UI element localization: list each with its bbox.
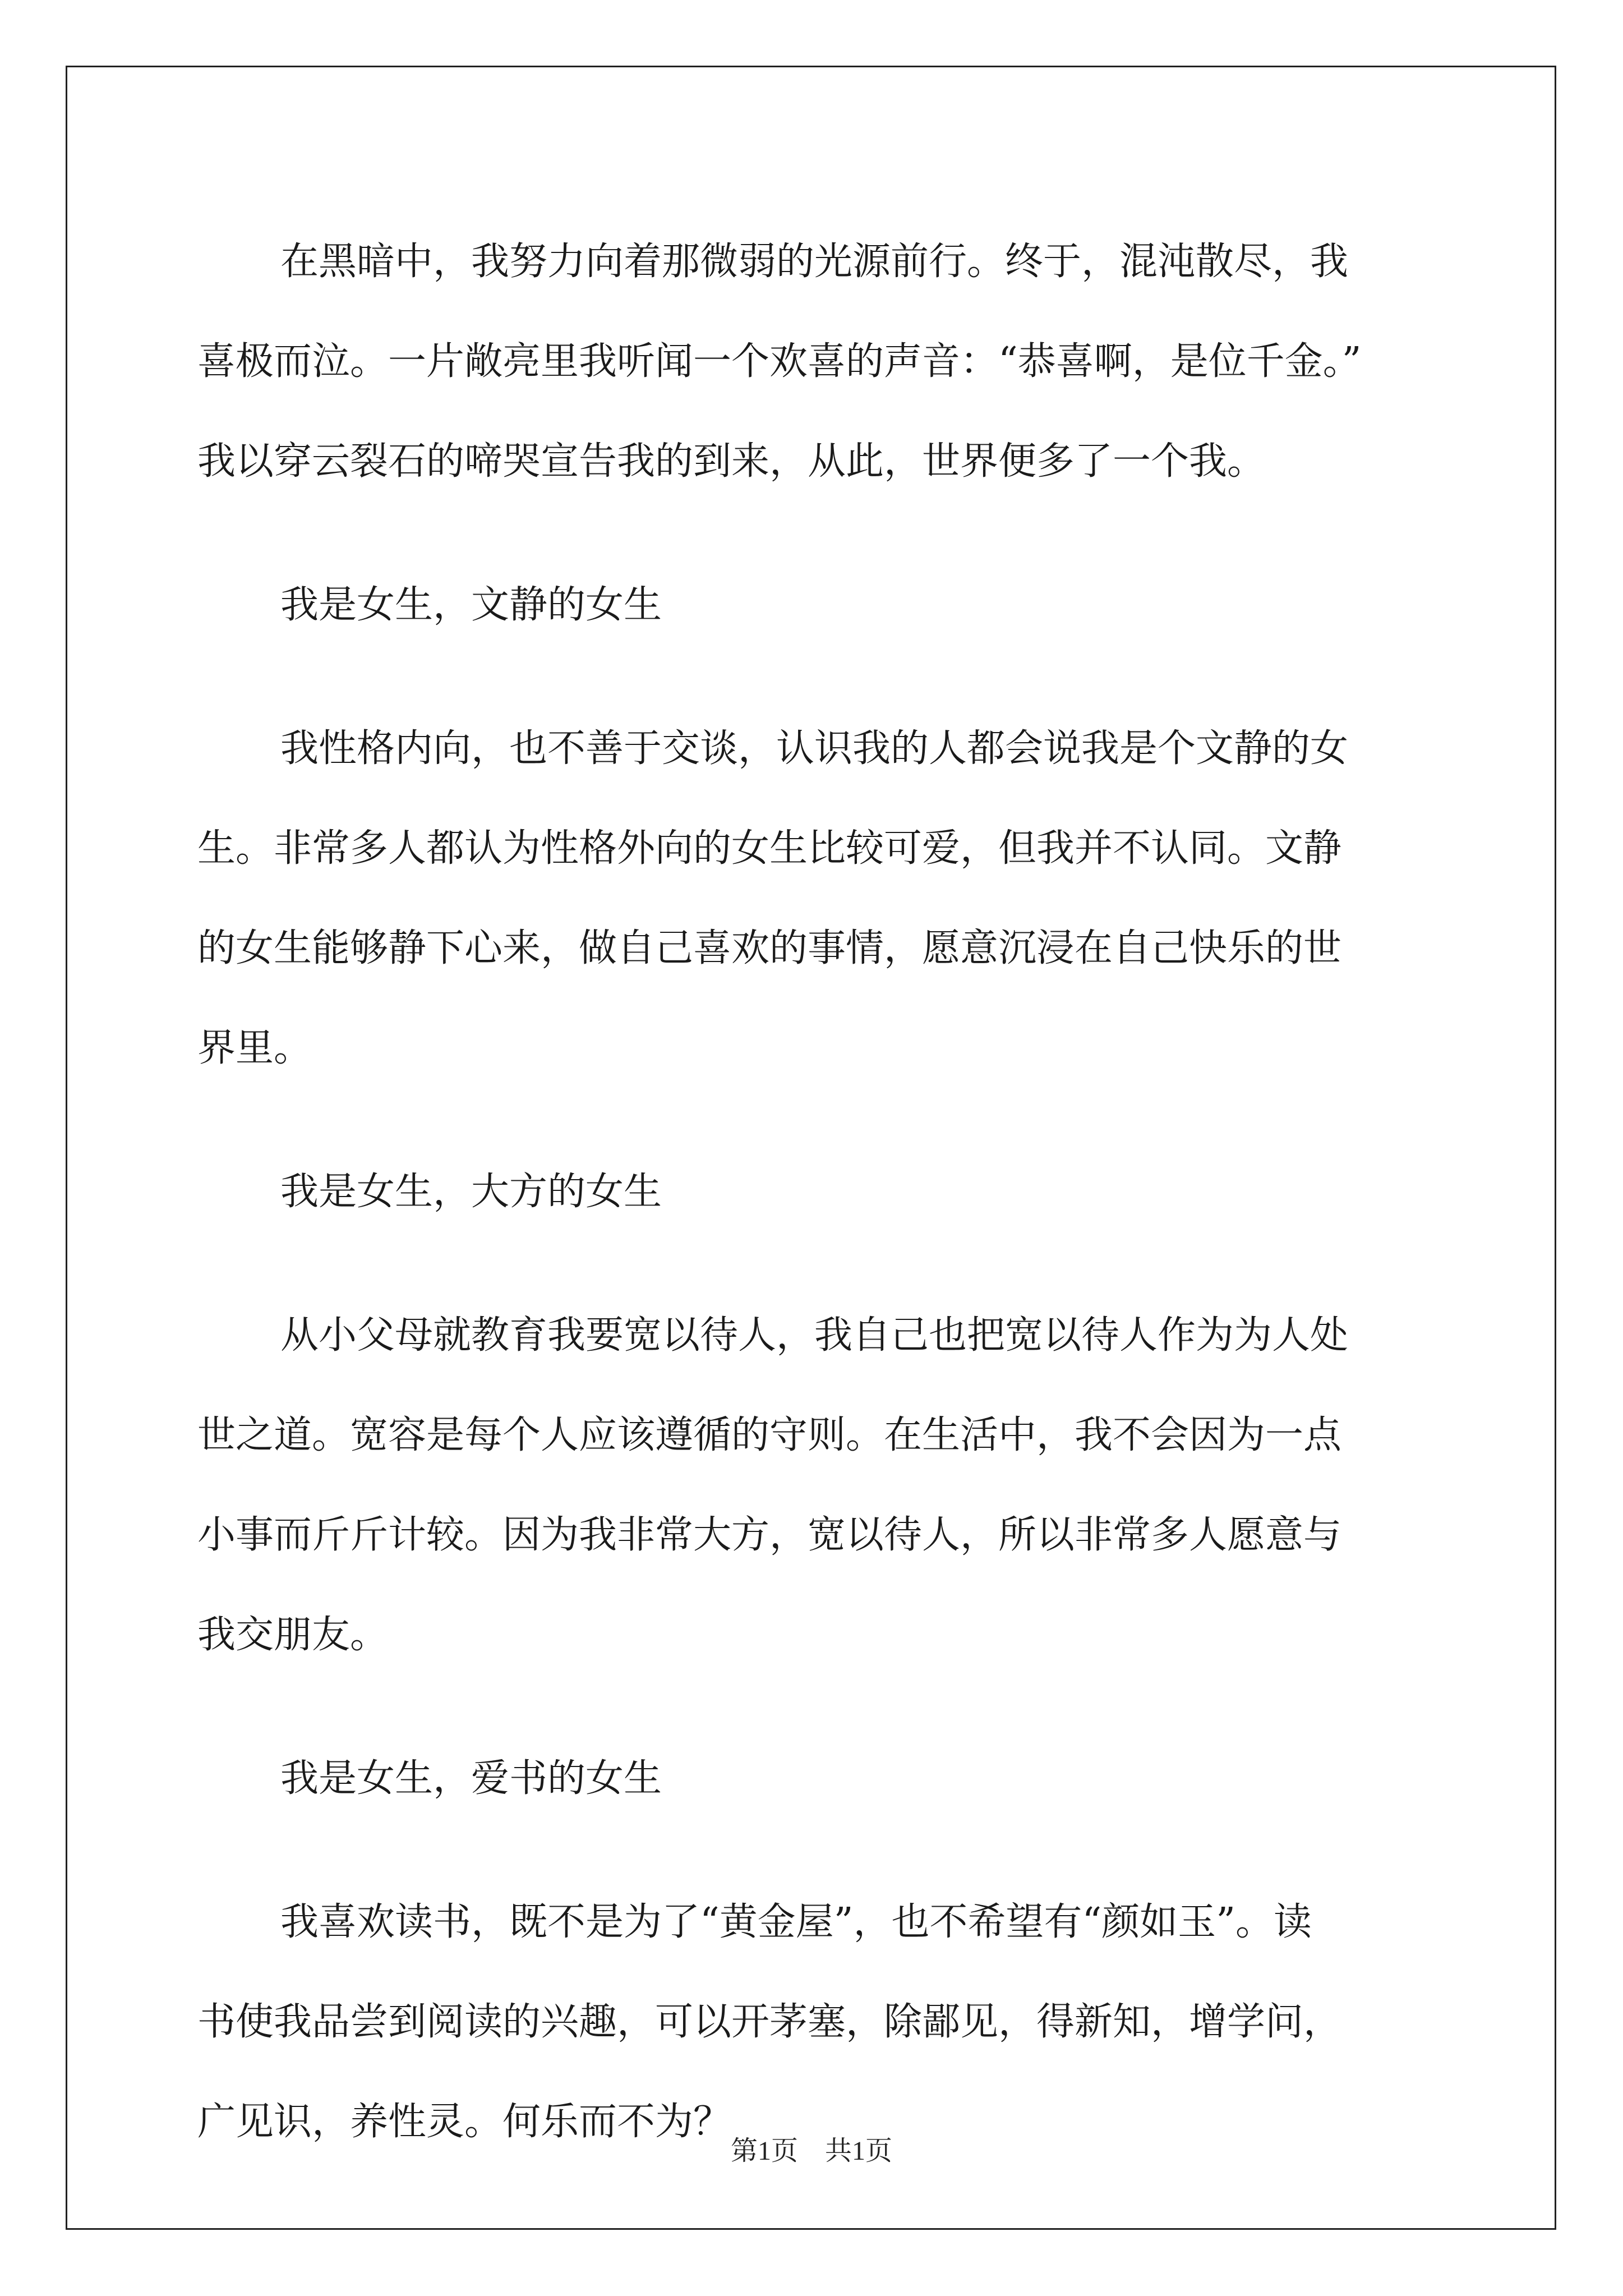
text-line: 在黑暗中，我努力向着那微弱的光源前行。终于，混沌散尽，我 (280, 240, 1349, 284)
text-line: 广见识，养性灵。何乐而不为？ (197, 2100, 732, 2144)
section-heading-generous: 我是女生，大方的女生 (280, 1170, 662, 1214)
text-line: 我喜欢读书，既不是为了“黄金屋”，也不希望有“颜如玉”。读 (280, 1900, 1312, 1944)
text-line: 书使我品尝到阅读的兴趣，可以开茅塞，除鄙见，得新知，增学问， (197, 2000, 1342, 2044)
document-body (197, 212, 1431, 2216)
text-line: 我性格内向，也不善于交谈，认识我的人都会说我是个文静的女 (280, 726, 1349, 771)
text-line: 小事而斤斤计较。因为我非常大方，宽以待人，所以非常多人愿意与 (197, 1513, 1342, 1557)
text-line: 喜极而泣。一片敞亮里我听闻一个欢喜的声音：“恭喜啊，是位千金。” (197, 339, 1362, 384)
text-line: 从小父母就教育我要宽以待人，我自己也把宽以待人作为为人处 (280, 1313, 1349, 1358)
text-line: 世之道。宽容是每个人应该遵循的守则。在生活中，我不会因为一点 (197, 1413, 1342, 1457)
text-line: 界里。 (197, 1026, 312, 1070)
section-heading-quiet: 我是女生，文静的女生 (280, 583, 662, 627)
section-heading-book-lover: 我是女生，爱书的女生 (280, 1756, 662, 1801)
paragraph-generous (197, 1286, 1431, 1685)
text-line: 我以穿云裂石的啼哭宣告我的到来，从此，世界便多了一个我。 (197, 439, 1266, 484)
text-line: 的女生能够静下心来，做自己喜欢的事情，愿意沉浸在自己快乐的世 (197, 926, 1342, 970)
text-line: 生。非常多人都认为性格外向的女生比较可爱，但我并不认同。文静 (197, 826, 1342, 871)
text-line: 我交朋友。 (197, 1613, 389, 1657)
page-number-footer: 第1页 共1页 (730, 2136, 892, 2166)
paragraph-book-lover (197, 1872, 1431, 2172)
paragraph-intro (197, 212, 1431, 512)
paragraph-quiet (197, 699, 1431, 1098)
